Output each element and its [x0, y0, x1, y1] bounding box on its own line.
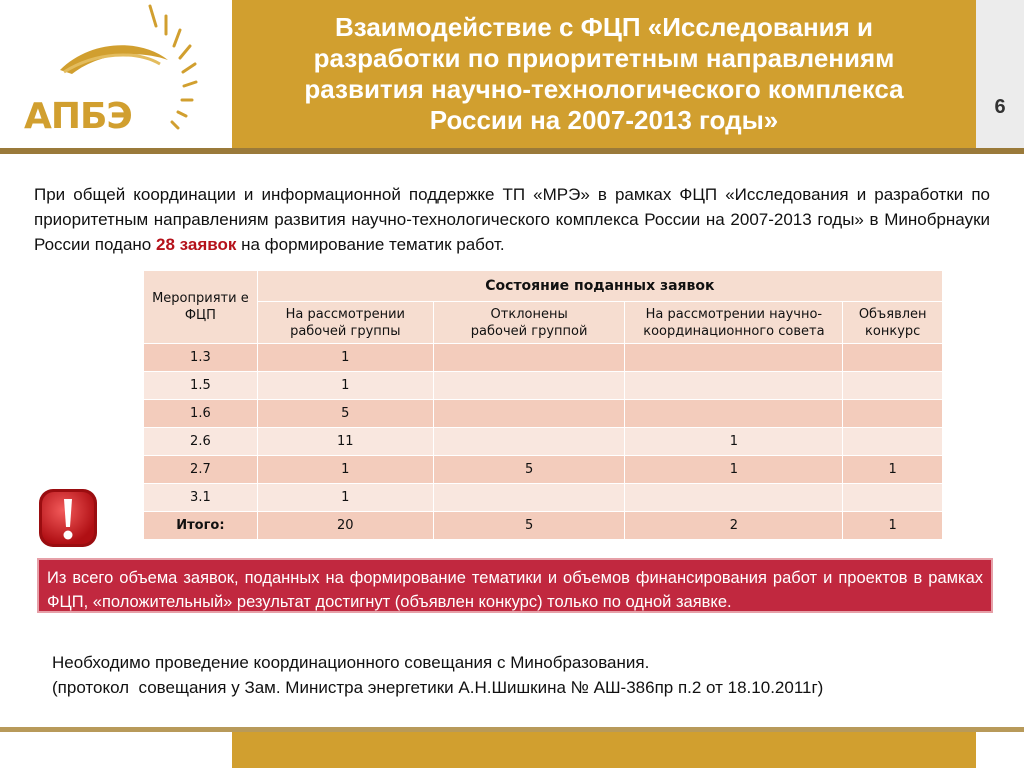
header-line: Отклонены	[490, 306, 568, 322]
header-under-review-wg	[257, 302, 433, 344]
header-status-group: Состояние поданных заявок	[257, 271, 942, 302]
footer-line: Необходимо проведение координационного совещания с Минобразования.	[52, 653, 650, 672]
applications-status-table	[143, 270, 943, 540]
header-line: На рассмотрении научно-	[645, 306, 823, 322]
page-number-box	[976, 0, 1024, 148]
sun-rays-icon	[150, 6, 196, 128]
cell-value	[625, 372, 843, 400]
cell-value: 1	[257, 484, 433, 512]
cell-value	[433, 372, 625, 400]
intro-paragraph	[34, 182, 990, 257]
cell-value	[625, 344, 843, 372]
title-line: разработки по приоритетным направлениям	[313, 43, 895, 73]
cell-value	[433, 400, 625, 428]
footer-band	[232, 732, 976, 768]
cell-value: 5	[433, 512, 625, 540]
intro-text-end: на формирование тематик работ.	[236, 235, 505, 254]
exclamation-icon	[31, 487, 105, 549]
cell-measure: 1.5	[144, 372, 258, 400]
header-line: конкурс	[865, 323, 921, 339]
cell-value	[625, 484, 843, 512]
header-contest-announced	[843, 302, 943, 344]
cell-measure: 1.3	[144, 344, 258, 372]
cell-value: 5	[433, 456, 625, 484]
header-under-review-council	[625, 302, 843, 344]
header-measure	[144, 271, 258, 344]
table-row	[144, 484, 943, 512]
cell-value: 1	[843, 456, 943, 484]
cell-value: 1	[625, 456, 843, 484]
header-line: рабочей группой	[470, 323, 588, 339]
cell-value	[433, 344, 625, 372]
header-rejected	[433, 302, 625, 344]
header-divider	[0, 148, 1024, 154]
cell-value	[843, 344, 943, 372]
cell-measure: 1.6	[144, 400, 258, 428]
cell-value: 1	[625, 428, 843, 456]
cell-measure: 2.7	[144, 456, 258, 484]
cell-value: 1	[257, 372, 433, 400]
title-line: Взаимодействие с ФЦП «Исследования и	[334, 12, 874, 42]
intro-highlight: 28 заявок	[156, 235, 237, 254]
cell-measure: 3.1	[144, 484, 258, 512]
title-line: развития научно-технологического комплекса	[304, 74, 904, 104]
cell-value	[625, 400, 843, 428]
intro-text: При общей координации и информационной поддержке ТП «МРЭ» в рамках ФЦП «Исследования и разработки по приоритетным направлениям развития научно-технологического комплекса России на 2007-2013 годы» в Минобрнауки России подано	[34, 185, 990, 254]
page-title	[244, 12, 964, 136]
notice-box: Из всего объема заявок, поданных на формирование тематики и объемов финансирования работ и проектов в рамках ФЦП, «положительный» результат достигнут (объявлен конкурс) только по одной заявке.	[37, 558, 993, 613]
cell-total-label: Итого:	[144, 512, 258, 540]
table-row	[144, 344, 943, 372]
table-row	[144, 428, 943, 456]
header-line: Объявлен	[858, 306, 927, 322]
cell-value	[843, 372, 943, 400]
title-band	[232, 0, 976, 148]
cell-value	[843, 484, 943, 512]
footer-line: (протокол совещания у Зам. Министра энергетики А.Н.Шишкина № АШ-386пр п.2 от 18.10.2011г)	[52, 678, 824, 697]
cell-value: 20	[257, 512, 433, 540]
cell-value	[433, 484, 625, 512]
header-line: На рассмотрении	[285, 306, 405, 322]
cell-value: 1	[257, 456, 433, 484]
cell-value: 1	[257, 344, 433, 372]
table-row-total	[144, 512, 943, 540]
header-measure-label: Мероприяти е ФЦП	[152, 291, 249, 323]
logo	[0, 0, 232, 148]
cell-value	[433, 428, 625, 456]
cell-value: 1	[843, 512, 943, 540]
cell-value	[843, 428, 943, 456]
header-line: координационного совета	[643, 323, 825, 339]
page-number: 6	[994, 96, 1006, 118]
table-row	[144, 456, 943, 484]
cell-value	[843, 400, 943, 428]
table-row	[144, 400, 943, 428]
cell-value: 5	[257, 400, 433, 428]
title-line: России на 2007-2013 годы»	[429, 105, 779, 135]
cell-measure: 2.6	[144, 428, 258, 456]
warning-box	[31, 487, 105, 549]
cell-value: 11	[257, 428, 433, 456]
footer-text	[52, 650, 992, 700]
logo-text: АПБЭ	[24, 96, 132, 137]
header-line: рабочей группы	[290, 323, 401, 339]
cell-value: 2	[625, 512, 843, 540]
table-row	[144, 372, 943, 400]
